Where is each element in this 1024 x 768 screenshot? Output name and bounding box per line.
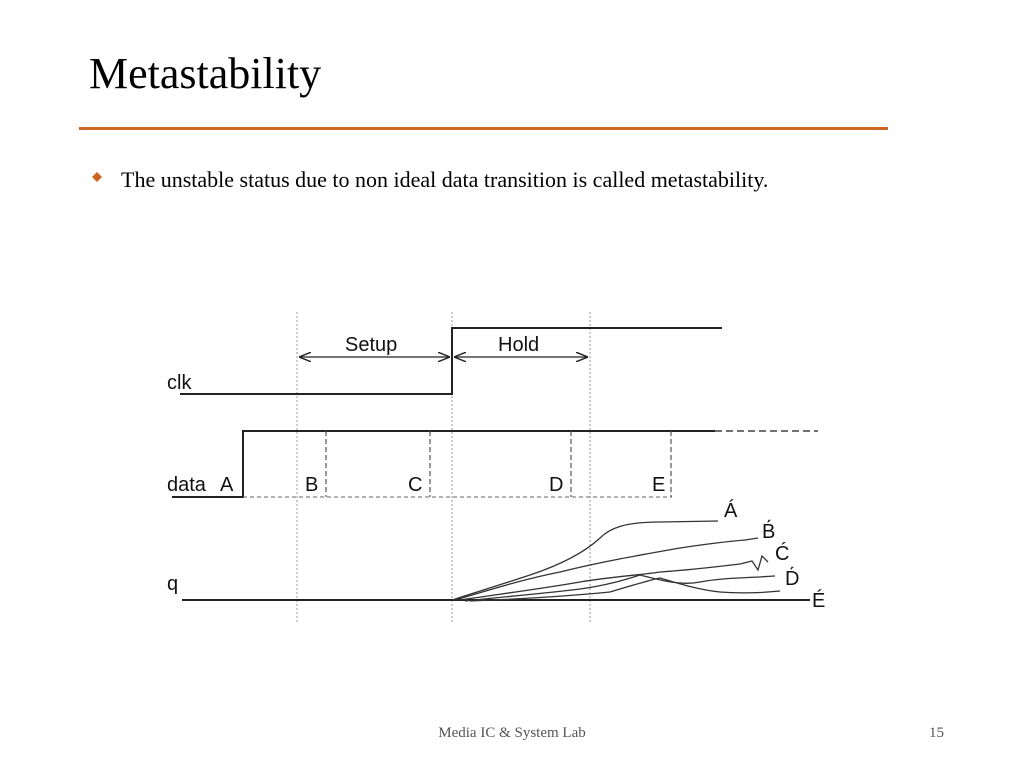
point-b-label: B — [305, 474, 319, 496]
output-a-label: Á — [724, 500, 738, 522]
data-label: data — [167, 474, 206, 496]
output-e-label: É — [812, 590, 826, 612]
data-transition-edges — [326, 431, 671, 497]
page-number: 15 — [929, 725, 944, 741]
clk-label: clk — [167, 372, 192, 394]
trajectory-d — [465, 575, 775, 601]
output-d-label: D́ — [785, 568, 800, 590]
point-e-label: E — [652, 474, 666, 496]
point-c-label: C — [408, 474, 423, 496]
footer-lab-name: Media IC & System Lab — [438, 725, 586, 741]
point-a-label: A — [220, 474, 234, 496]
slide-title: Metastability — [89, 49, 322, 98]
clk-waveform — [180, 328, 722, 394]
point-d-label: D — [549, 474, 564, 496]
data-waveform-a — [172, 431, 715, 497]
output-b-label: B́ — [762, 521, 776, 543]
output-c-label: Ć — [775, 543, 790, 565]
hold-label: Hold — [498, 334, 540, 356]
trajectory-e — [470, 578, 780, 601]
trajectory-c — [460, 556, 768, 600]
metastable-trajectories — [452, 521, 780, 601]
q-label: q — [167, 573, 179, 595]
setup-label: Setup — [345, 334, 398, 356]
bullet-text: The unstable status due to non ideal data transition is called metastability. — [121, 167, 769, 192]
